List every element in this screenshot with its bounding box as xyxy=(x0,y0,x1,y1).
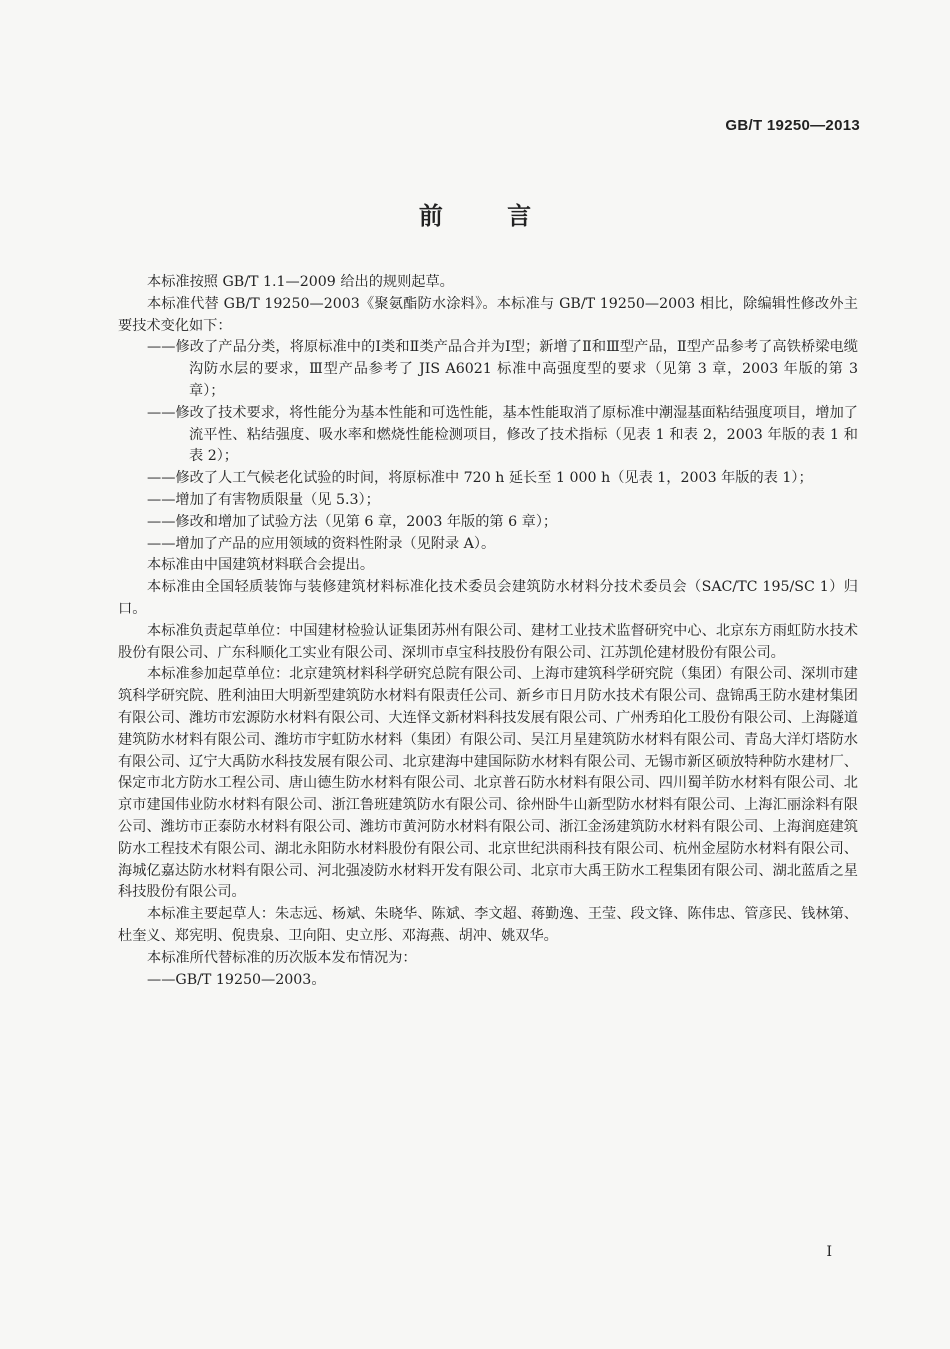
list-item: ——修改了人工气候老化试验的时间，将原标准中 720 h 延长至 1 000 h（见表 1，2003 年版的表 1）； xyxy=(147,470,813,487)
paragraph: 本标准代替 GB/T 19250—2003《聚氨酯防水涂料》。本标准与 GB/T 19250—2003 相比，除编辑性修改外主要技术变化如下： xyxy=(118,295,858,334)
list-item: ——修改了技术要求，将性能分为基本性能和可选性能，基本性能取消了原标准中潮湿基面粘结强度项目，增加了流平性、粘结强度、吸水率和燃烧性能检测项目，修改了技术指标（见表 1 和表 2，2003 年版的表 1 和表 2）； xyxy=(147,404,858,465)
page-number: I xyxy=(826,1244,832,1260)
list-item: ——增加了产品的应用领域的资料性附录（见附录 A）。 xyxy=(147,535,496,552)
paragraph: 本标准按照 GB/T 1.1—2009 给出的规则起草。 xyxy=(147,274,454,290)
paragraph: 本标准参加起草单位：北京建筑材料科学研究总院有限公司、上海市建筑科学研究院（集团）有限公司、深圳市建筑科学研究院、胜利油田大明新型建筑防水材料有限责任公司、新乡市日月防水技术有限公司、盘锦禹王防水建材集团有限公司、潍坊市宏源防水材料有限公司、大连怿文新材料科技发展有限公司、广州秀珀化工股份有限公司、上海隧道建筑防水材料有限公司、潍坊市宇虹防水材料（集团）有限公司、吴江月星建筑防水材料有限公司、青岛大洋灯塔防水有限公司、辽宁大禹防水科技发展有限公司、北京建海中建国际防水材料有限公司、无锡市新区硕放特种防水建材厂、保定市北方防水工程公司、唐山德生防水材料有限公司、北京普石防水材料有限公司、四川蜀羊防水材料有限公司、北京市建国伟业防水材料有限公司、浙江鲁班建筑防水有限公司、徐州卧牛山新型防水材料有限公司、上海汇丽涂料有限公司、潍坊市正泰防水材料有限公司、潍坊市黄河防水材料有限公司、浙江金汤建筑防水材料有限公司、上海润庭建筑防水工程技术有限公司、湖北永阳防水材料股份有限公司、北京世纪洪雨科技有限公司、杭州金屋防水材料有限公司、海城亿嘉达防水材料有限公司、河北强凌防水材料开发有限公司、北京市大禹王防水工程集团有限公司、湖北蓝盾之星科技股份有限公司。 xyxy=(118,666,858,901)
paragraph: 本标准主要起草人：朱志远、杨斌、朱晓华、陈斌、李文超、蒋勤逸、王莹、段文锋、陈伟忠、管彦民、钱林第、杜奎义、郑宪明、倪贵泉、卫向阳、史立彤、邓海燕、胡冲、姚双华。 xyxy=(118,906,858,944)
paragraph: 本标准由全国轻质装饰与装修建筑材料标准化技术委员会建筑防水材料分技术委员会（SAC/TC 195/SC 1）归口。 xyxy=(118,579,858,617)
list-item: ——修改和增加了试验方法（见第 6 章，2003 年版的第 6 章）； xyxy=(147,513,558,530)
paragraph: 本标准由中国建筑材料联合会提出。 xyxy=(147,557,375,574)
list-item: ——增加了有害物质限量（见 5.3）； xyxy=(147,491,380,508)
list-item: ——修改了产品分类，将原标准中的Ⅰ类和Ⅱ类产品合并为Ⅰ型；新增了Ⅱ和Ⅲ型产品，Ⅱ型产品参考了高铁桥梁电缆沟防水层的要求，Ⅲ型产品参考了 JIS A6021 标准中高强度型的要求（见第 3 章，2003 年版的第 3 章）； xyxy=(147,339,858,399)
list-item: ——GB/T 19250—2003。 xyxy=(147,971,326,988)
page-title: 前 言 xyxy=(418,202,560,230)
standard-code: GB/T 19250—2013 xyxy=(725,117,860,134)
foreword-body xyxy=(118,272,858,991)
paragraph: 本标准所代替标准的历次版本发布情况为： xyxy=(147,949,417,966)
paragraph: 本标准负责起草单位：中国建材检验认证集团苏州有限公司、建材工业技术监督研究中心、北京东方雨虹防水技术股份有限公司、广东科顺化工实业有限公司、深圳市卓宝科技股份有限公司、江苏凯伦建材股份有限公司。 xyxy=(118,622,858,661)
